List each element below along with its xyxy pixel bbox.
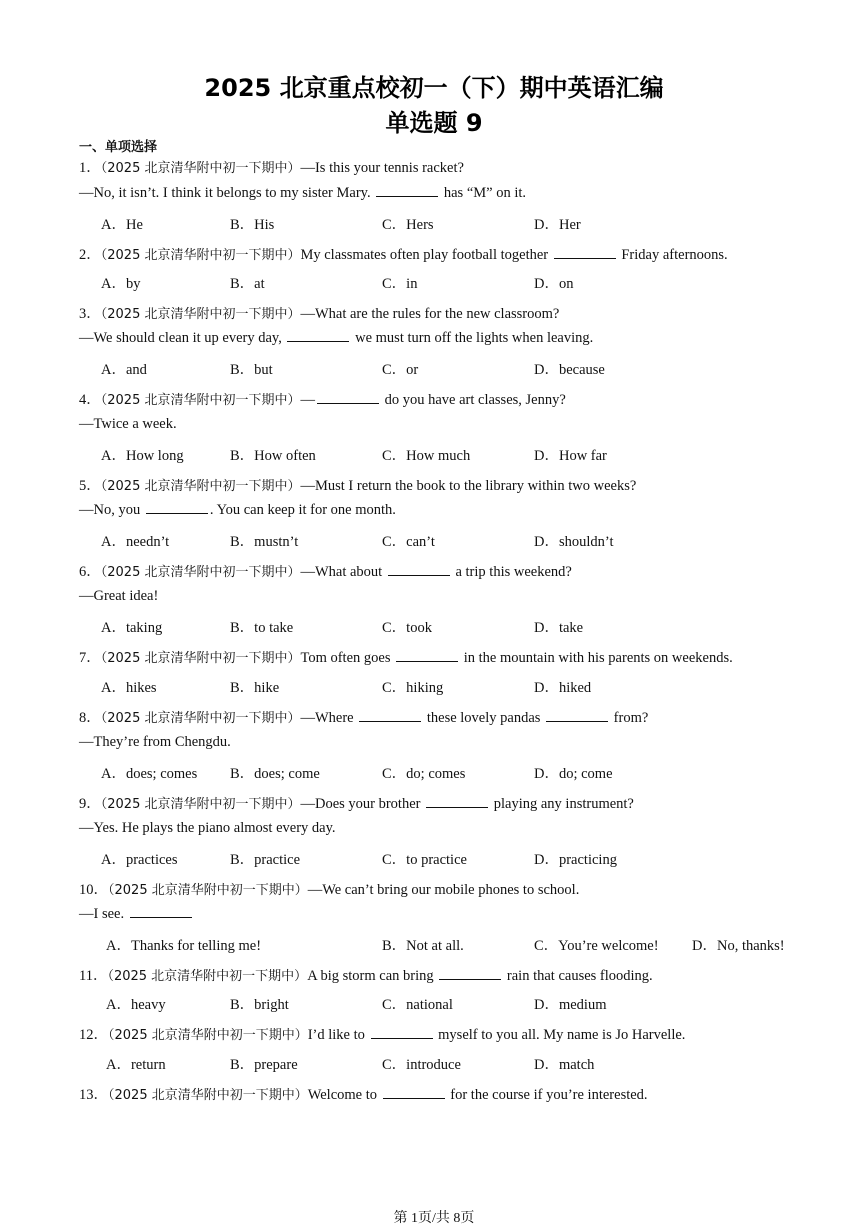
question-2: 2．（2025 北京清华附中初一下期中）My classmates often play football together Friday afternoons. (79, 247, 728, 263)
question-10: 10．（2025 北京清华附中初一下期中）—We can’t bring our mobile phones to school. (79, 882, 580, 898)
answer-blank (546, 710, 608, 722)
answer-blank (317, 392, 379, 404)
option-c: C．How much (382, 448, 471, 464)
option-d: D．hiked (534, 680, 592, 696)
option-d: D．take (534, 620, 584, 636)
document-subtitle: 单选题 9 (385, 109, 483, 137)
answer-blank (146, 502, 208, 514)
option-b: B．does; come (230, 766, 320, 782)
question-5-line2: —No, you . You can keep it for one month. (79, 502, 396, 518)
option-c: C．introduce (382, 1057, 461, 1073)
option-c: C．took (382, 620, 432, 636)
answer-blank (371, 1027, 433, 1039)
answer-blank (426, 796, 488, 808)
option-d: D．practicing (534, 852, 617, 868)
question-12: 12．（2025 北京清华附中初一下期中）I’d like to myself to you all. My name is Jo Harvelle. (79, 1027, 686, 1043)
option-a: A．hikes (101, 680, 157, 696)
question-1: 1．（2025 北京清华附中初一下期中）—Is this your tennis racket? (79, 160, 464, 176)
option-c: C．national (382, 997, 453, 1013)
option-c: C．hiking (382, 680, 444, 696)
option-b: B．His (230, 217, 275, 233)
option-a: A．needn’t (101, 534, 170, 550)
option-d: D．No, thanks! (692, 938, 785, 954)
option-b: B．practice (230, 852, 301, 868)
option-b: B．to take (230, 620, 294, 636)
answer-blank (383, 1087, 445, 1099)
option-c: C．or (382, 362, 419, 378)
option-d: D．Her (534, 217, 581, 233)
option-d: D．medium (534, 997, 607, 1013)
question-9: 9．（2025 北京清华附中初一下期中）—Does your brother playing any instrument? (79, 796, 634, 812)
question-6-line2: —Great idea! (79, 588, 159, 604)
option-c: C．Hers (382, 217, 434, 233)
option-a: A．does; comes (101, 766, 198, 782)
answer-blank (439, 968, 501, 980)
option-b: B．bright (230, 997, 289, 1013)
option-c: C．You’re welcome! (534, 938, 659, 954)
option-b: B．but (230, 362, 273, 378)
option-d: D．How far (534, 448, 607, 464)
answer-blank (376, 185, 438, 197)
answer-blank (287, 330, 349, 342)
question-3-line2: —We should clean it up every day, we must turn off the lights when leaving. (79, 330, 594, 346)
option-d: D．match (534, 1057, 595, 1073)
question-11: 11．（2025 北京清华附中初一下期中）A big storm can bring rain that causes flooding. (79, 968, 653, 984)
option-a: A．heavy (106, 997, 166, 1013)
question-1-line2: —No, it isn’t. I think it belongs to my sister Mary. has “M” on it. (79, 185, 527, 201)
answer-blank (359, 710, 421, 722)
question-10-line2: —I see. (79, 906, 194, 923)
option-b: B．at (230, 276, 265, 292)
option-d: D．shouldn’t (534, 534, 614, 550)
question-3: 3．（2025 北京清华附中初一下期中）—What are the rules for the new classroom? (79, 306, 560, 322)
option-a: A．and (101, 362, 147, 378)
option-a: A．taking (101, 620, 163, 636)
question-4: 4．（2025 北京清华附中初一下期中）— do you have art classes, Jenny? (79, 392, 566, 408)
option-a: A．practices (101, 852, 178, 868)
option-c: C．do; comes (382, 766, 466, 782)
document-title: 2025 北京重点校初一（下）期中英语汇编 (204, 74, 664, 102)
option-c: C．can’t (382, 534, 435, 550)
option-b: B．Not at all. (382, 938, 464, 954)
option-a: A．He (101, 217, 143, 233)
question-8-line2: —They’re from Chengdu. (79, 734, 231, 750)
section-heading: 一、单项选择 (79, 140, 158, 155)
answer-blank (388, 564, 450, 576)
option-b: B．mustn’t (230, 534, 299, 550)
option-a: A．return (106, 1057, 166, 1073)
option-b: B．How often (230, 448, 316, 464)
question-9-line2: —Yes. He plays the piano almost every day. (79, 820, 336, 836)
option-d: D．because (534, 362, 605, 378)
question-5: 5．（2025 北京清华附中初一下期中）—Must I return the book to the library within two weeks? (79, 478, 637, 494)
option-b: B．hike (230, 680, 280, 696)
option-d: D．on (534, 276, 574, 292)
answer-blank (554, 247, 616, 259)
question-7: 7．（2025 北京清华附中初一下期中）Tom often goes in the mountain with his parents on weekends. (79, 650, 733, 666)
option-a: A．Thanks for telling me! (106, 938, 262, 954)
question-8: 8．（2025 北京清华附中初一下期中）—Where these lovely pandas from? (79, 710, 649, 726)
option-a: A．How long (101, 448, 184, 464)
option-c: C．in (382, 276, 418, 292)
question-4-line2: —Twice a week. (79, 416, 177, 432)
question-13: 13．（2025 北京清华附中初一下期中）Welcome to for the course if you’re interested. (79, 1087, 648, 1103)
option-c: C．to practice (382, 852, 467, 868)
option-d: D．do; come (534, 766, 613, 782)
answer-blank (130, 906, 192, 918)
page-footer: 第 1页/共 8页 (393, 1211, 475, 1226)
option-a: A．by (101, 276, 141, 292)
question-6: 6．（2025 北京清华附中初一下期中）—What about a trip this weekend? (79, 564, 572, 580)
answer-blank (396, 650, 458, 662)
option-b: B．prepare (230, 1057, 298, 1073)
